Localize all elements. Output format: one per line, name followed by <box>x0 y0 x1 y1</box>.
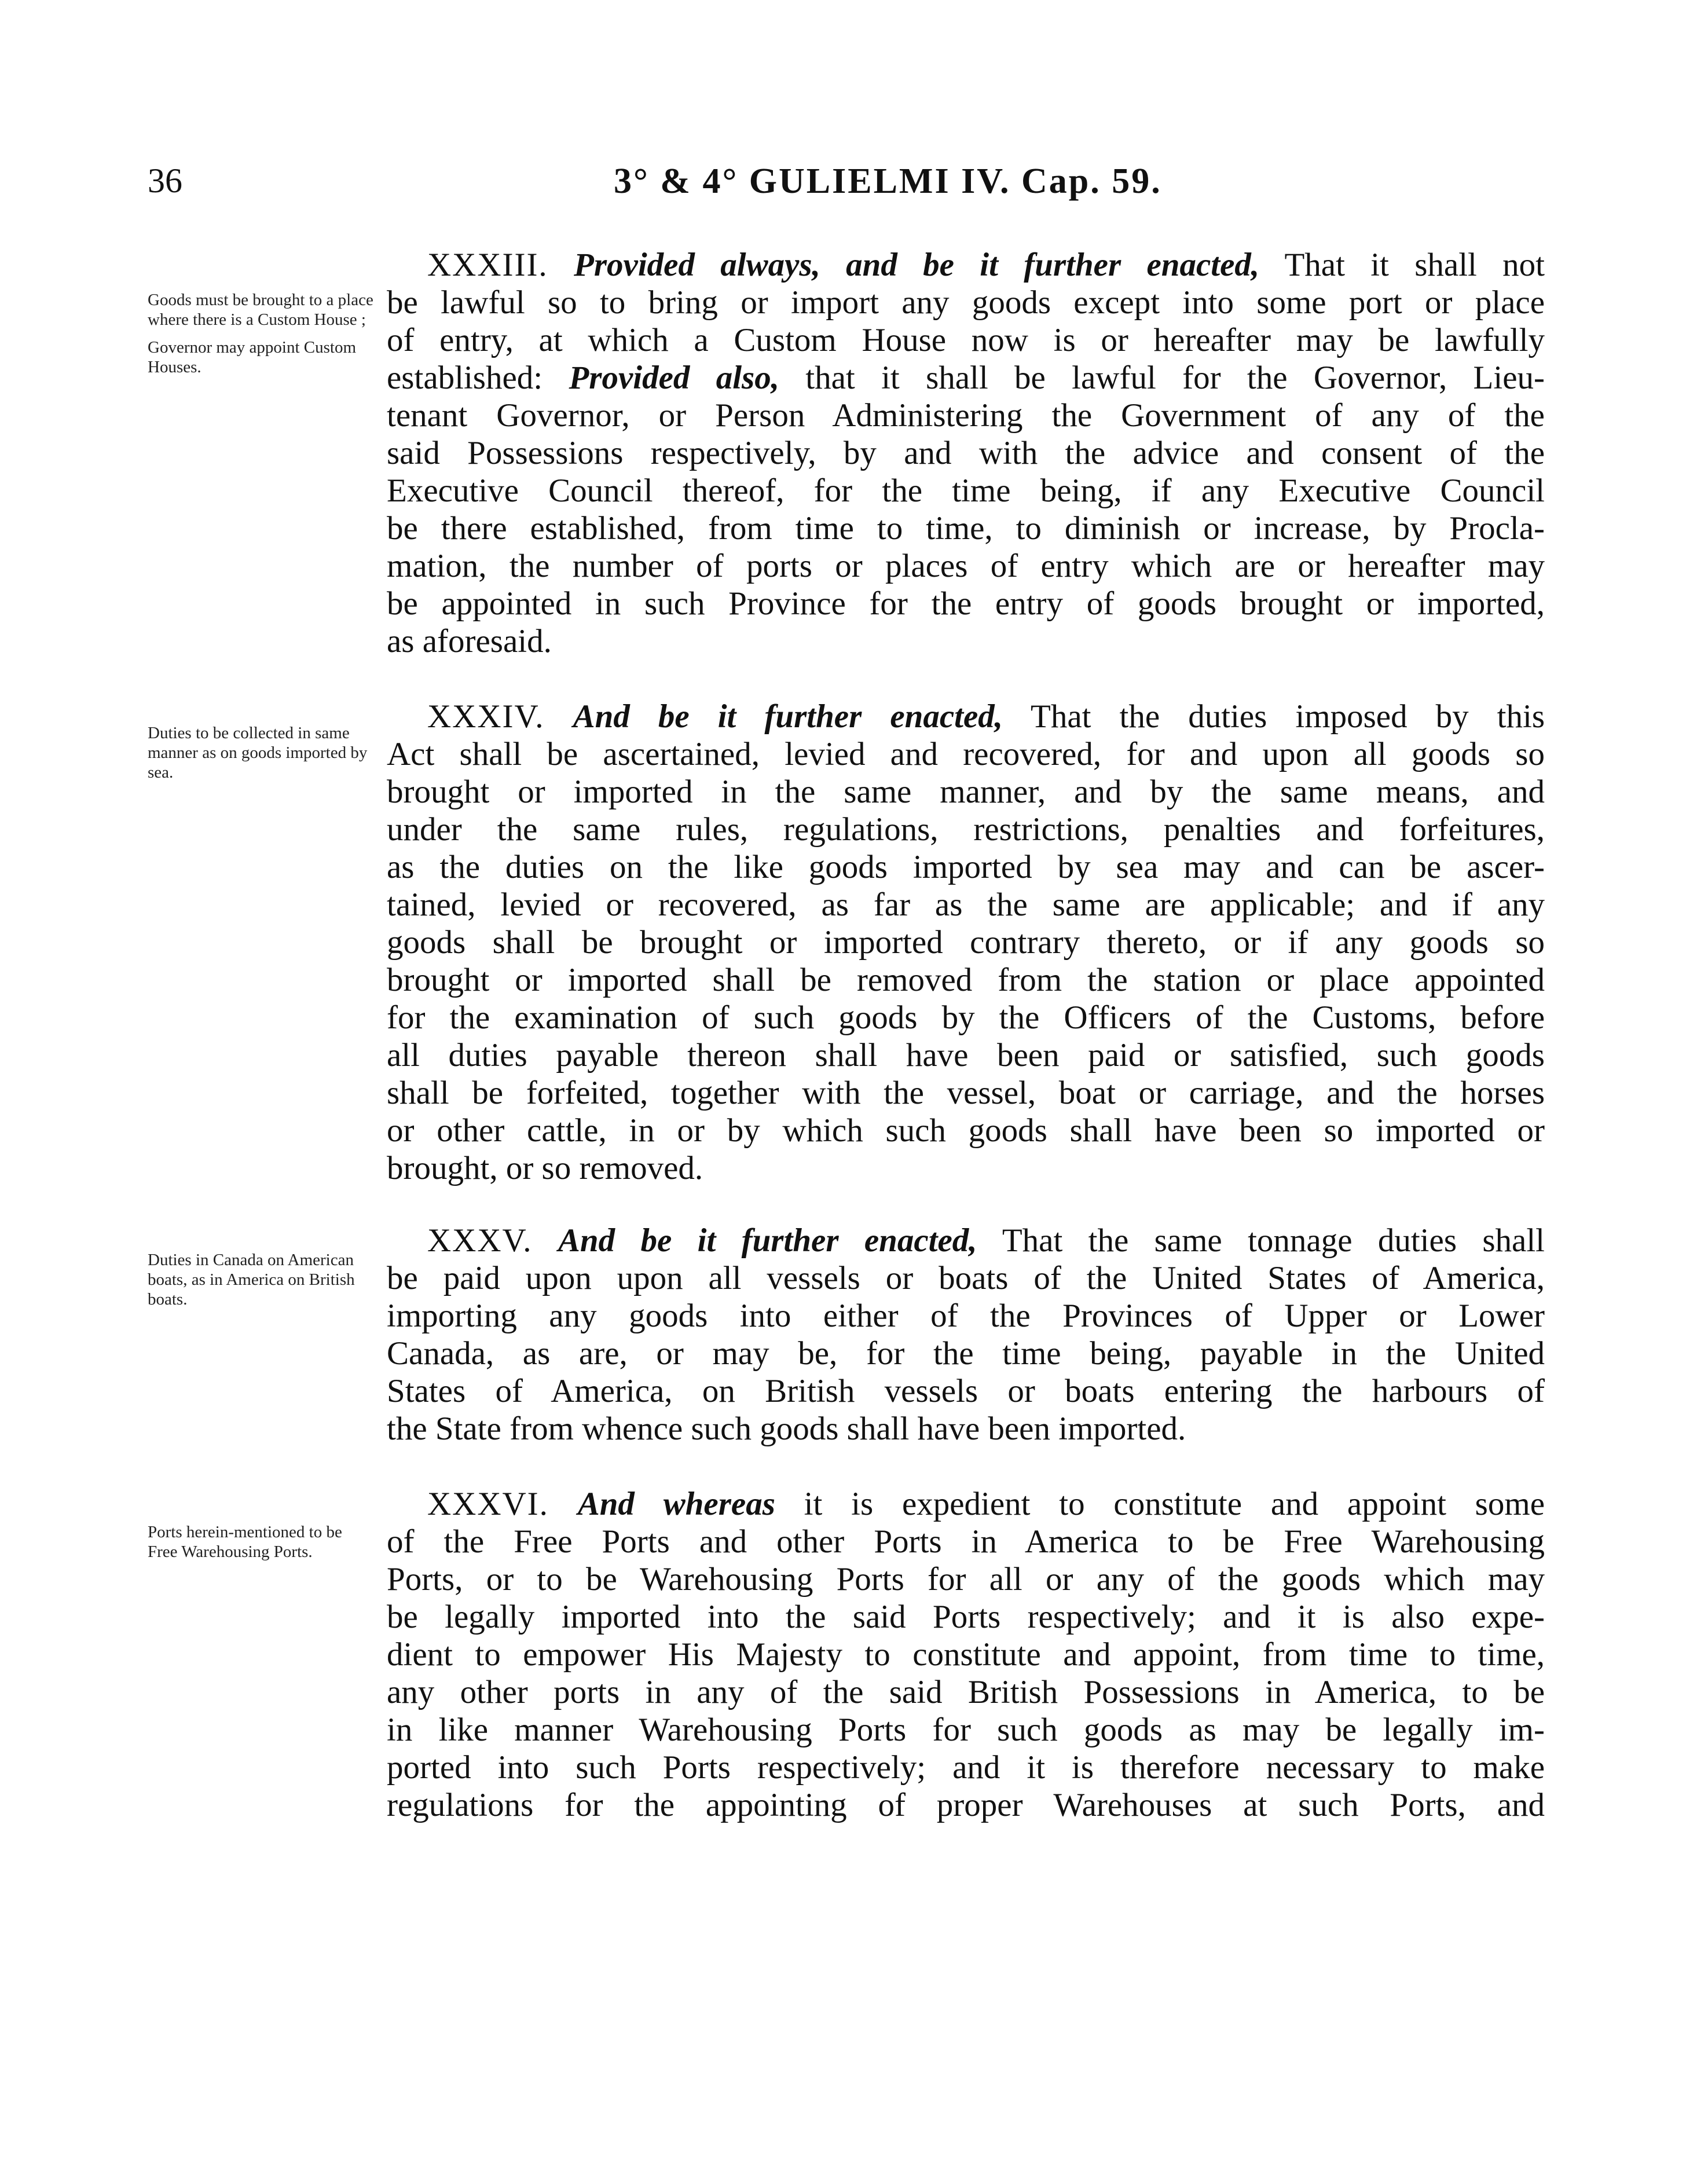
section-line <box>387 1222 1545 1259</box>
section-35 <box>387 1222 1545 1448</box>
section-number: XXXIV. <box>427 698 545 735</box>
section-line: be there established, from time to time, to diminish or increase, by Procla- <box>387 510 1545 547</box>
sidenote-text: Goods must be brought to a place where there is a Custom House ; <box>148 291 373 329</box>
section-line: for the examination of such goods by the Officers of the Customs, before <box>387 999 1545 1036</box>
section-line-text: that it shall be lawful for the Governor, Lieu- <box>779 360 1545 396</box>
sidenote-text: Ports herein-mentioned to be Free Warehousing Ports. <box>148 1523 342 1561</box>
section-line <box>387 246 1545 284</box>
section-line-text: That the duties imposed by this <box>1003 698 1545 735</box>
section-line: any other ports in any of the said British Possessions in America, to be <box>387 1674 1545 1710</box>
sidenote-section-36 <box>148 1523 373 1570</box>
section-line-text: it is expedient to constitute and appoint some <box>775 1486 1545 1522</box>
section-line: all duties payable thereon shall have been paid or satisfied, such goods <box>387 1037 1545 1073</box>
sidenote-text: Duties in Canada on American boats, as in America on British boats. <box>148 1251 355 1309</box>
section-line: mation, the number of ports or places of entry which are or hereafter may <box>387 548 1545 584</box>
section-line: goods shall be brought or imported contrary thereto, or if any goods so <box>387 924 1545 961</box>
section-line: or other cattle, in or by which such goods shall have been so imported or <box>387 1112 1545 1149</box>
section-line-text: That the same tonnage duties shall <box>977 1222 1545 1259</box>
section-line-text: established: <box>387 360 543 396</box>
section-line: dient to empower His Majesty to constitute and appoint, from time to time, <box>387 1636 1545 1673</box>
proviso-clause: Provided also, <box>569 360 779 396</box>
section-line: brought, or so removed. <box>387 1150 703 1186</box>
enacting-clause: And be it further enacted, <box>558 1222 977 1259</box>
section-line: brought or imported in the same manner, and by the same means, and <box>387 774 1545 810</box>
section-line: shall be forfeited, together with the vessel, boat or carriage, and the horses <box>387 1075 1545 1111</box>
section-line: the State from whence such goods shall have been imported. <box>387 1410 1186 1447</box>
section-line: tenant Governor, or Person Administering the Government of any of the <box>387 397 1545 434</box>
sidenote-section-33 <box>148 291 373 386</box>
section-line: regulations for the appointing of proper Warehouses at such Ports, and <box>387 1787 1545 1823</box>
section-line: as the duties on the like goods imported by sea may and can be ascer- <box>387 849 1545 885</box>
enacting-clause: And be it further enacted, <box>573 698 1003 735</box>
section-line: be paid upon upon all vessels or boats of the United States of America, <box>387 1260 1545 1296</box>
section-line: of entry, at which a Custom House now is or hereafter may be lawfully <box>387 322 1545 358</box>
section-line: under the same rules, regulations, restrictions, penalties and forfeitures, <box>387 811 1545 848</box>
section-number: XXXIII. <box>427 247 548 283</box>
section-number: XXXV. <box>427 1222 533 1259</box>
section-line: said Possessions respectively, by and with the advice and consent of the <box>387 435 1545 471</box>
section-line: in like manner Warehousing Ports for such goods as may be legally im- <box>387 1712 1545 1748</box>
section-line: Canada, as are, or may be, for the time being, payable in the United <box>387 1335 1545 1372</box>
section-line: Ports, or to be Warehousing Ports for all or any of the goods which may <box>387 1561 1545 1598</box>
section-line: of the Free Ports and other Ports in America to be Free Warehousing <box>387 1523 1545 1560</box>
section-line: importing any goods into either of the Provinces of Upper or Lower <box>387 1298 1545 1334</box>
section-line: States of America, on British vessels or boats entering the harbours of <box>387 1373 1545 1409</box>
section-line: ported into such Ports respectively; and it is therefore necessary to make <box>387 1749 1545 1786</box>
page-number: 36 <box>148 162 182 200</box>
sidenote-section-35 <box>148 1251 373 1318</box>
section-line <box>387 698 1545 735</box>
sidenote-text: Governor may appoint Custom Houses. <box>148 338 357 376</box>
sidenote-section-34 <box>148 724 373 791</box>
section-line: tained, levied or recovered, as far as the same are applicable; and if any <box>387 886 1545 923</box>
section-line: be lawful so to bring or import any goods except into some port or place <box>387 284 1545 321</box>
section-line: be legally imported into the said Ports respectively; and it is also expe- <box>387 1599 1545 1635</box>
section-line: Executive Council thereof, for the time being, if any Executive Council <box>387 472 1545 509</box>
section-line <box>387 359 1545 397</box>
section-line-text: That it shall not <box>1259 247 1545 283</box>
section-line: Act shall be ascertained, levied and recovered, for and upon all goods so <box>387 736 1545 772</box>
section-33 <box>387 246 1545 660</box>
section-line: be appointed in such Province for the entry of goods brought or imported, <box>387 585 1545 622</box>
sidenote-text: Duties to be collected in same manner as on goods imported by sea. <box>148 724 368 782</box>
section-line: brought or imported shall be removed from the station or place appointed <box>387 962 1545 998</box>
section-line <box>387 1485 1545 1523</box>
running-head: 3° & 4° GULIELMI IV. Cap. 59. <box>614 162 1162 201</box>
enacting-clause: Provided always, and be it further enacted, <box>574 247 1260 283</box>
section-34 <box>387 698 1545 1187</box>
enacting-clause: And whereas <box>577 1486 775 1522</box>
section-36 <box>387 1485 1545 1824</box>
section-line: as aforesaid. <box>387 623 552 660</box>
section-number: XXXVI. <box>427 1486 549 1522</box>
